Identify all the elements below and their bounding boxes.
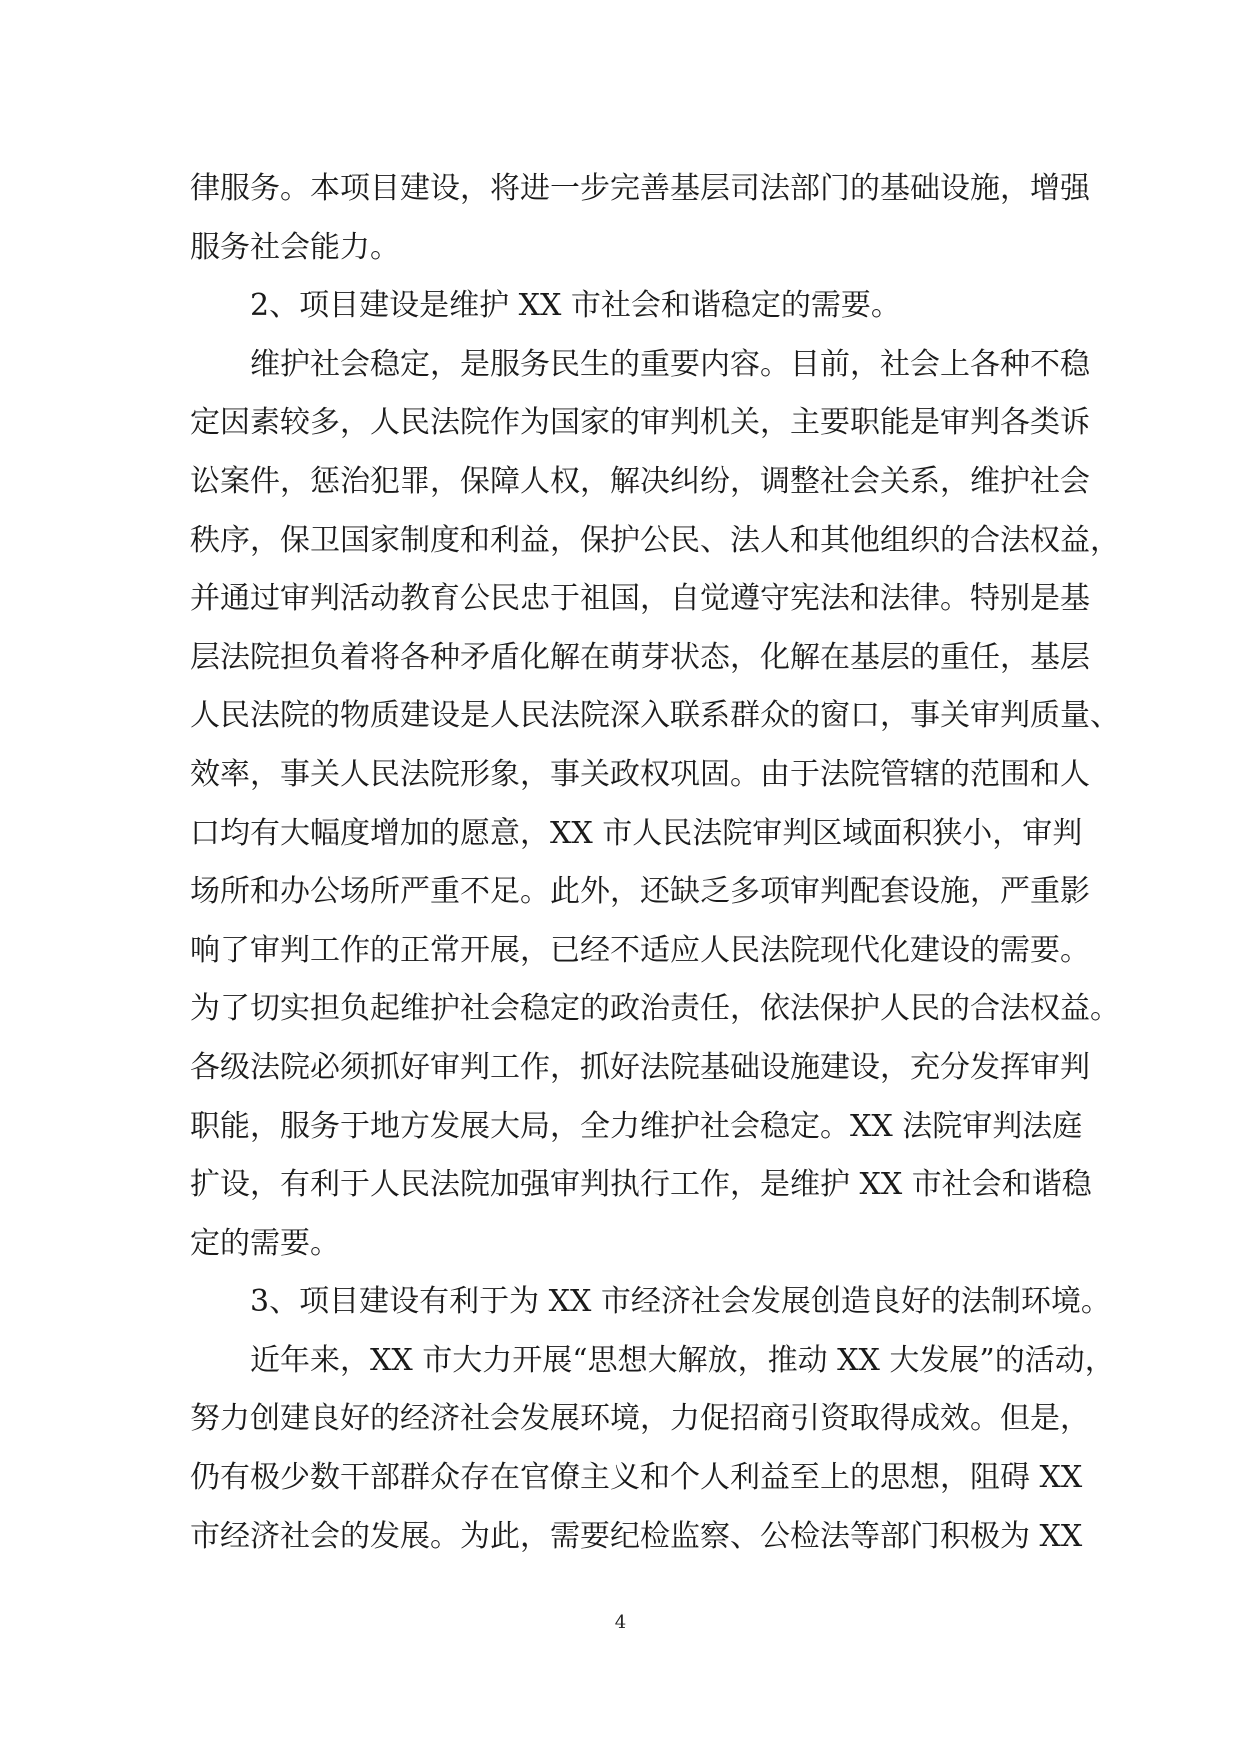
- page-number: 4: [614, 1612, 627, 1633]
- paragraph-social-stability: [190, 336, 1120, 1274]
- text-line: 维护社会稳定，是服务民生的重要内容。目前，社会上各种不稳: [250, 346, 1090, 382]
- text-line: 扩设，有利于人民法院加强审判执行工作，是维护 XX 市社会和谐稳: [190, 1167, 1092, 1203]
- section-heading: 2、项目建设是维护 XX 市社会和谐稳定的需要。: [250, 288, 901, 324]
- text-line: 人民法院的物质建设是人民法院深入联系群众的窗口，事关审判质量、: [190, 698, 1120, 734]
- text-line: 秩序，保卫国家制度和利益，保护公民、法人和其他组织的合法权益，: [190, 522, 1120, 558]
- paragraph-legal-environment: [190, 1332, 1115, 1566]
- text-line: 讼案件，惩治犯罪，保障人权，解决纠纷，调整社会关系，维护社会: [190, 463, 1090, 499]
- text-line: 定因素较多，人民法院作为国家的审判机关，主要职能是审判各类诉: [190, 405, 1090, 441]
- body-text: [190, 160, 1120, 1566]
- heading-item-3: [190, 1273, 1111, 1332]
- text-line: 为了切实担负起维护社会稳定的政治责任，依法保护人民的合法权益。: [190, 991, 1120, 1027]
- section-heading: 3、项目建设有利于为 XX 市经济社会发展创造良好的法制环境。: [250, 1284, 1111, 1320]
- heading-item-2: [190, 277, 1060, 336]
- text-line: 市经济社会的发展。为此，需要纪检监察、公检法等部门积极为 XX: [190, 1518, 1083, 1554]
- text-line: 职能，服务于地方发展大局，全力维护社会稳定。XX 法院审判法庭: [190, 1108, 1083, 1144]
- text-line: 定的需要。: [190, 1225, 340, 1261]
- text-line: 效率，事关人民法院形象，事关政权巩固。由于法院管辖的范围和人: [190, 756, 1090, 792]
- paragraph-continued-legal-services: [190, 160, 1090, 277]
- text-line: 口均有大幅度增加的愿意，XX 市人民法院审判区域面积狭小，审判: [190, 815, 1083, 851]
- text-line: 服务社会能力。: [190, 229, 400, 265]
- text-line: 响了审判工作的正常开展，已经不适应人民法院现代化建设的需要。: [190, 932, 1090, 968]
- text-line: 层法院担负着将各种矛盾化解在萌芽状态，化解在基层的重任，基层: [190, 639, 1090, 675]
- text-line: 仍有极少数干部群众存在官僚主义和个人利益至上的思想，阻碍 XX: [190, 1460, 1083, 1496]
- text-line: 律服务。本项目建设，将进一步完善基层司法部门的基础设施，增强: [190, 171, 1090, 206]
- text-line: 努力创建良好的经济社会发展环境，力促招商引资取得成效。但是，: [190, 1401, 1090, 1437]
- text-line: 各级法院必须抓好审判工作，抓好法院基础设施建设，充分发挥审判: [190, 1049, 1090, 1085]
- text-line: 场所和办公场所严重不足。此外，还缺乏多项审判配套设施，严重影: [190, 874, 1090, 910]
- text-line: 并通过审判活动教育公民忠于祖国，自觉遵守宪法和法律。特别是基: [190, 581, 1090, 617]
- text-line: 近年来，XX 市大力开展“思想大解放，推动 XX 大发展”的活动，: [250, 1342, 1115, 1378]
